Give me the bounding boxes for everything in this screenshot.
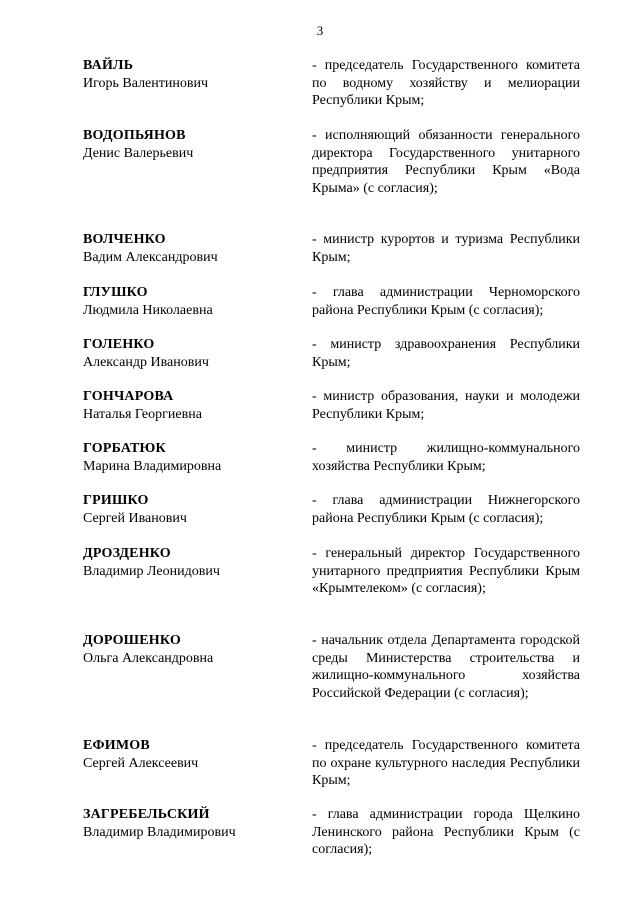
person-name [83, 737, 303, 773]
surname: ГОЛЕНКО [83, 337, 155, 352]
position-description: - министр здравоохранения Республики Крым; [312, 337, 580, 370]
position-description: - министр курортов и туризма Республики Крым; [312, 232, 580, 265]
person-name [83, 336, 303, 372]
given-name: Сергей Иванович [83, 511, 187, 526]
surname: ГОРБАТЮК [83, 441, 166, 456]
position-description: - председатель Государственного комитета по водному хозяйству и мелиорации Республики Крым; [312, 58, 580, 108]
given-name: Игорь Валентинович [83, 76, 209, 91]
surname: ВОДОПЬЯНОВ [83, 128, 186, 143]
surname: ГЛУШКО [83, 285, 148, 300]
page-number: 3 [316, 23, 324, 38]
surname: ГРИШКО [83, 493, 149, 508]
position-description: - генеральный директор Государственного унитарного предприятия Республики Крым «Крымтелеком» (с согласия); [312, 546, 580, 596]
position-description: - министр жилищно-коммунального хозяйства Республики Крым; [312, 441, 580, 474]
person-name [83, 388, 303, 424]
given-name: Вадим Александрович [83, 250, 218, 265]
given-name: Ольга Александровна [83, 651, 214, 666]
given-name: Наталья Георгиевна [83, 407, 202, 422]
position-description: - начальник отдела Департамента городской среды Министерства строительства и жилищно-коммунального хозяйства Российской Федерации (с согласия); [312, 633, 580, 701]
person-name [83, 284, 303, 320]
position-description: - глава администрации Нижнегорского района Республики Крым (с согласия); [312, 493, 580, 526]
person-name [83, 492, 303, 528]
given-name: Марина Владимировна [83, 459, 222, 474]
position-description: - председатель Государственного комитета по охране культурного наследия Республики Крым; [312, 738, 580, 788]
surname: ДОРОШЕНКО [83, 633, 181, 648]
person-name [83, 57, 303, 93]
given-name: Денис Валерьевич [83, 146, 194, 161]
surname: ВАЙЛЬ [83, 58, 134, 73]
surname: ВОЛЧЕНКО [83, 232, 166, 247]
given-name: Владимир Владимирович [83, 825, 236, 840]
surname: ЕФИМОВ [83, 738, 150, 753]
surname: ЗАГРЕБЕЛЬСКИЙ [83, 807, 210, 822]
given-name: Александр Иванович [83, 355, 209, 370]
person-name [83, 127, 303, 163]
position-description: - глава администрации города Щелкино Ленинского района Республики Крым (с согласия); [312, 807, 580, 857]
given-name: Людмила Николаевна [83, 303, 213, 318]
person-name [83, 806, 303, 842]
surname: ГОНЧАРОВА [83, 389, 174, 404]
surname: ДРОЗДЕНКО [83, 546, 171, 561]
given-name: Сергей Алексеевич [83, 756, 199, 771]
person-name [83, 231, 303, 267]
position-description: - глава администрации Черноморского района Республики Крым (с согласия); [312, 285, 580, 318]
position-description: - исполняющий обязанности генерального директора Государственного унитарного предприятия Республики Крым «Вода Крыма» (с согласия); [312, 128, 580, 196]
person-name [83, 440, 303, 476]
position-description: - министр образования, науки и молодежи Республики Крым; [312, 389, 580, 422]
given-name: Владимир Леонидович [83, 564, 220, 579]
person-name [83, 632, 303, 668]
person-name [83, 545, 303, 581]
